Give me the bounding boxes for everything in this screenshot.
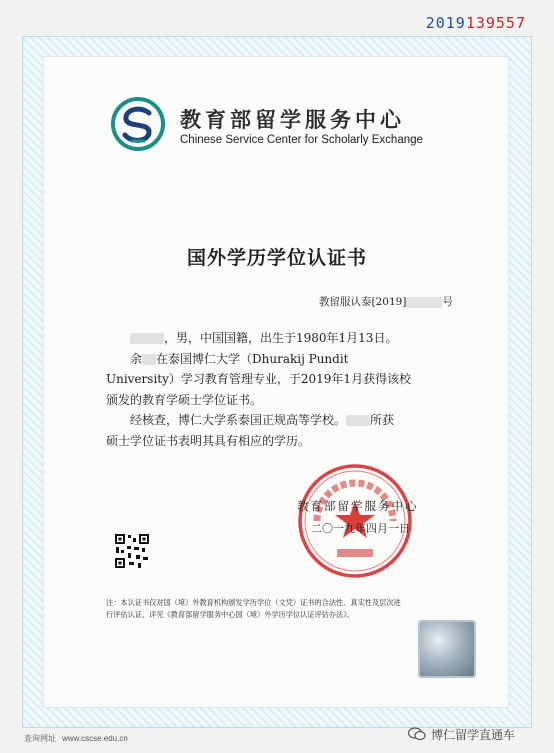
para-3-line-2: 硕士学位证书表明其具有相应的学历。 (106, 433, 311, 448)
para-1-text: ，男，中国国籍，出生于1980年1月13日。 (164, 331, 398, 345)
wechat-icon (408, 727, 426, 741)
qr-code-icon (114, 533, 150, 569)
wechat-watermark (408, 724, 515, 744)
para-2-text: 在泰国博仁大学（Dhurakij Pundit (156, 351, 349, 366)
website-label: 查询网址 (24, 734, 56, 743)
certificate-title: 国外学历学位认证书 (186, 247, 367, 269)
certificate-body (106, 328, 458, 451)
doc-number-prefix: 教留服认泰[2019] (319, 296, 407, 308)
organization-name-cn: 教育部留学服务中心 (180, 107, 405, 132)
serial-number (426, 14, 526, 32)
serial-year: 2019 (425, 14, 466, 32)
redacted-name (130, 333, 164, 344)
issue-date: 二〇一九年四月一日 (311, 522, 410, 535)
doc-number-suffix: 号 (442, 296, 453, 308)
redacted-number (406, 297, 442, 308)
para-3-suffix: 所获 (370, 413, 395, 427)
watermark-text: 博仁留学直通车 (431, 727, 516, 742)
hologram-seal-icon (418, 620, 476, 678)
website-footer (24, 733, 128, 744)
document-number (319, 294, 453, 309)
organization-name-en: Chinese Service Center for Scholarly Exchange (180, 134, 423, 146)
para-2 (106, 349, 458, 370)
issuer-signature: 教育部留学服务中心 (297, 499, 419, 513)
para-3-text: 经核查，博仁大学系泰国正规高等学校。 (130, 413, 347, 427)
para-3 (106, 410, 458, 431)
redacted-name (346, 415, 370, 426)
cscse-logo-icon (111, 97, 165, 151)
para-2-prefix: 余 (130, 351, 143, 366)
certificate-note: 注：本认证书仅对国（境）外教育机构颁发学历学位（文凭）证书的合法性、真实性及层次进行评估认证，详见《教育部留学服务中心国（境）外学历学位认证评估办法》。 (106, 598, 401, 619)
para-2-line-2: University）学习教育管理专业，于2019年1月获得该校 (106, 372, 412, 386)
para-2-line-3: 颁发的教育学硕士学位证书。 (106, 392, 263, 407)
serial-digits: 139557 (465, 14, 526, 32)
website-url[interactable]: www.cscse.edu.cn (62, 734, 128, 743)
para-1 (106, 328, 458, 349)
redacted-name (142, 354, 156, 365)
